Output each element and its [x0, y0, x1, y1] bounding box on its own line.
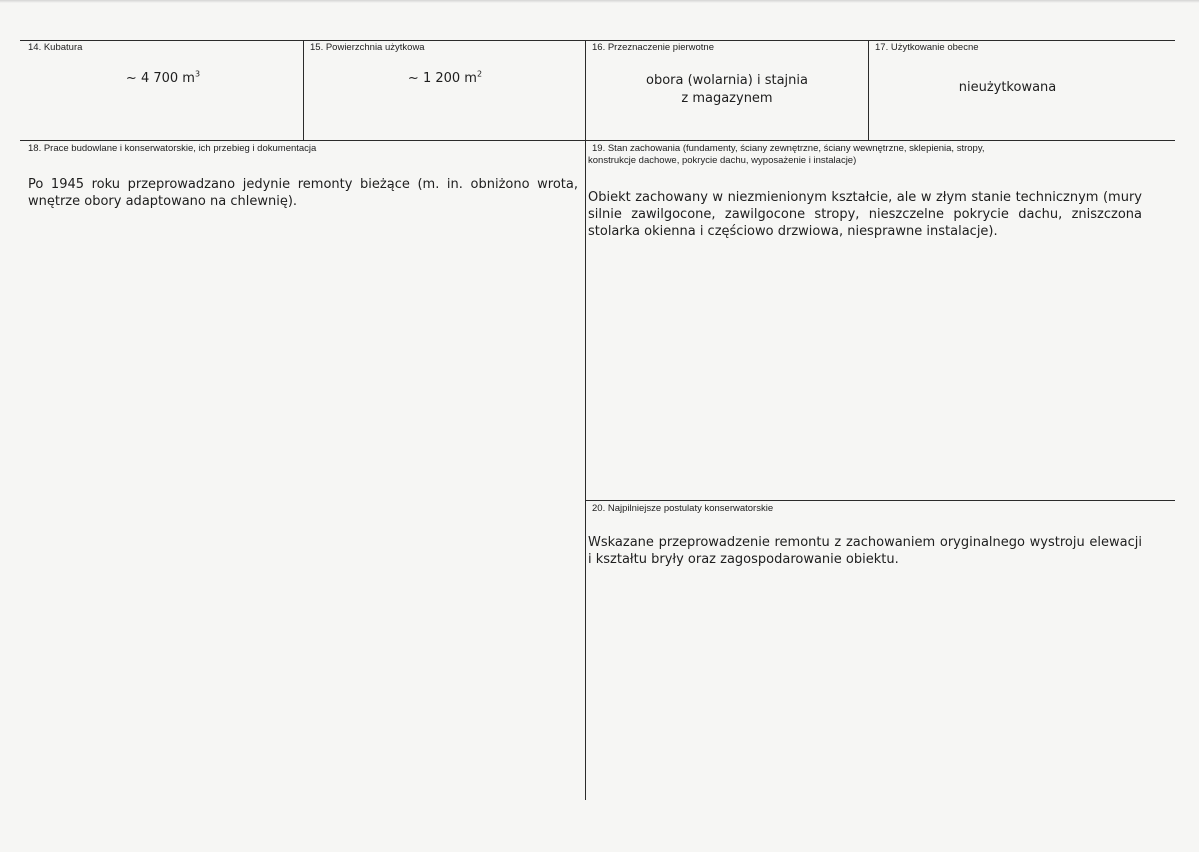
field-19-label-line1: 19. Stan zachowania (fundamenty, ściany zewnętrzne, ściany wewnętrzne, sklepienia, stropy, — [592, 143, 985, 154]
row-divider — [20, 140, 1175, 141]
field-14-value-text: ~ 4 700 m — [125, 71, 195, 86]
field-14-value — [28, 70, 298, 88]
field-15-label: 15. Powierzchnia użytkowa — [310, 42, 425, 53]
field-16-value-line2: z magazynem — [681, 91, 773, 106]
field-15-value-text: ~ 1 200 m — [407, 71, 477, 86]
scan-top-edge — [0, 0, 1199, 3]
field-18-label: 18. Prace budowlane i konserwatorskie, ich przebieg i dokumentacja — [28, 143, 317, 154]
section-20-divider — [585, 500, 1175, 501]
field-19-label-line2: konstrukcje dachowe, pokrycie dachu, wyposażenie i instalacje) — [588, 155, 857, 166]
field-16-label: 16. Przeznaczenie pierwotne — [592, 42, 714, 53]
col-divider-3 — [868, 40, 869, 140]
field-14-label: 14. Kubatura — [28, 42, 83, 53]
col-divider-1 — [303, 40, 304, 140]
field-20-text: Wskazane przeprowadzenie remontu z zachowaniem oryginalnego wystroju elewacji i kształtu bryły oraz zagospodarowanie obiektu. — [588, 535, 1142, 567]
field-18-text: Po 1945 roku przeprowadzano jedynie remonty bieżące (m. in. obniżono wrota, wnętrze obory adaptowano na chlewnię). — [28, 177, 578, 209]
field-20-label: 20. Najpilniejsze postulaty konserwatorskie — [592, 503, 774, 514]
field-16-value — [588, 72, 866, 108]
field-17-label: 17. Użytkowanie obecne — [875, 42, 979, 53]
field-19-text: Obiekt zachowany w niezmienionym kształcie, ale w złym stanie technicznym (mury silnie zawilgocone, zawilgocone stropy, nieszczelne pokrycie dachu, zniszczona stolarka okienna i częściowo drzwiowa, niesprawne instalacje). — [588, 190, 1142, 239]
top-rule — [20, 40, 1175, 41]
field-15-value-exponent: 2 — [476, 69, 483, 79]
field-15-value — [305, 70, 585, 88]
field-16-value-line1: obora (wolarnia) i stajnia — [646, 73, 808, 88]
field-17-value: nieużytkowana — [958, 80, 1057, 95]
field-14-value-exponent: 3 — [194, 69, 201, 79]
col-divider-2 — [585, 40, 586, 800]
